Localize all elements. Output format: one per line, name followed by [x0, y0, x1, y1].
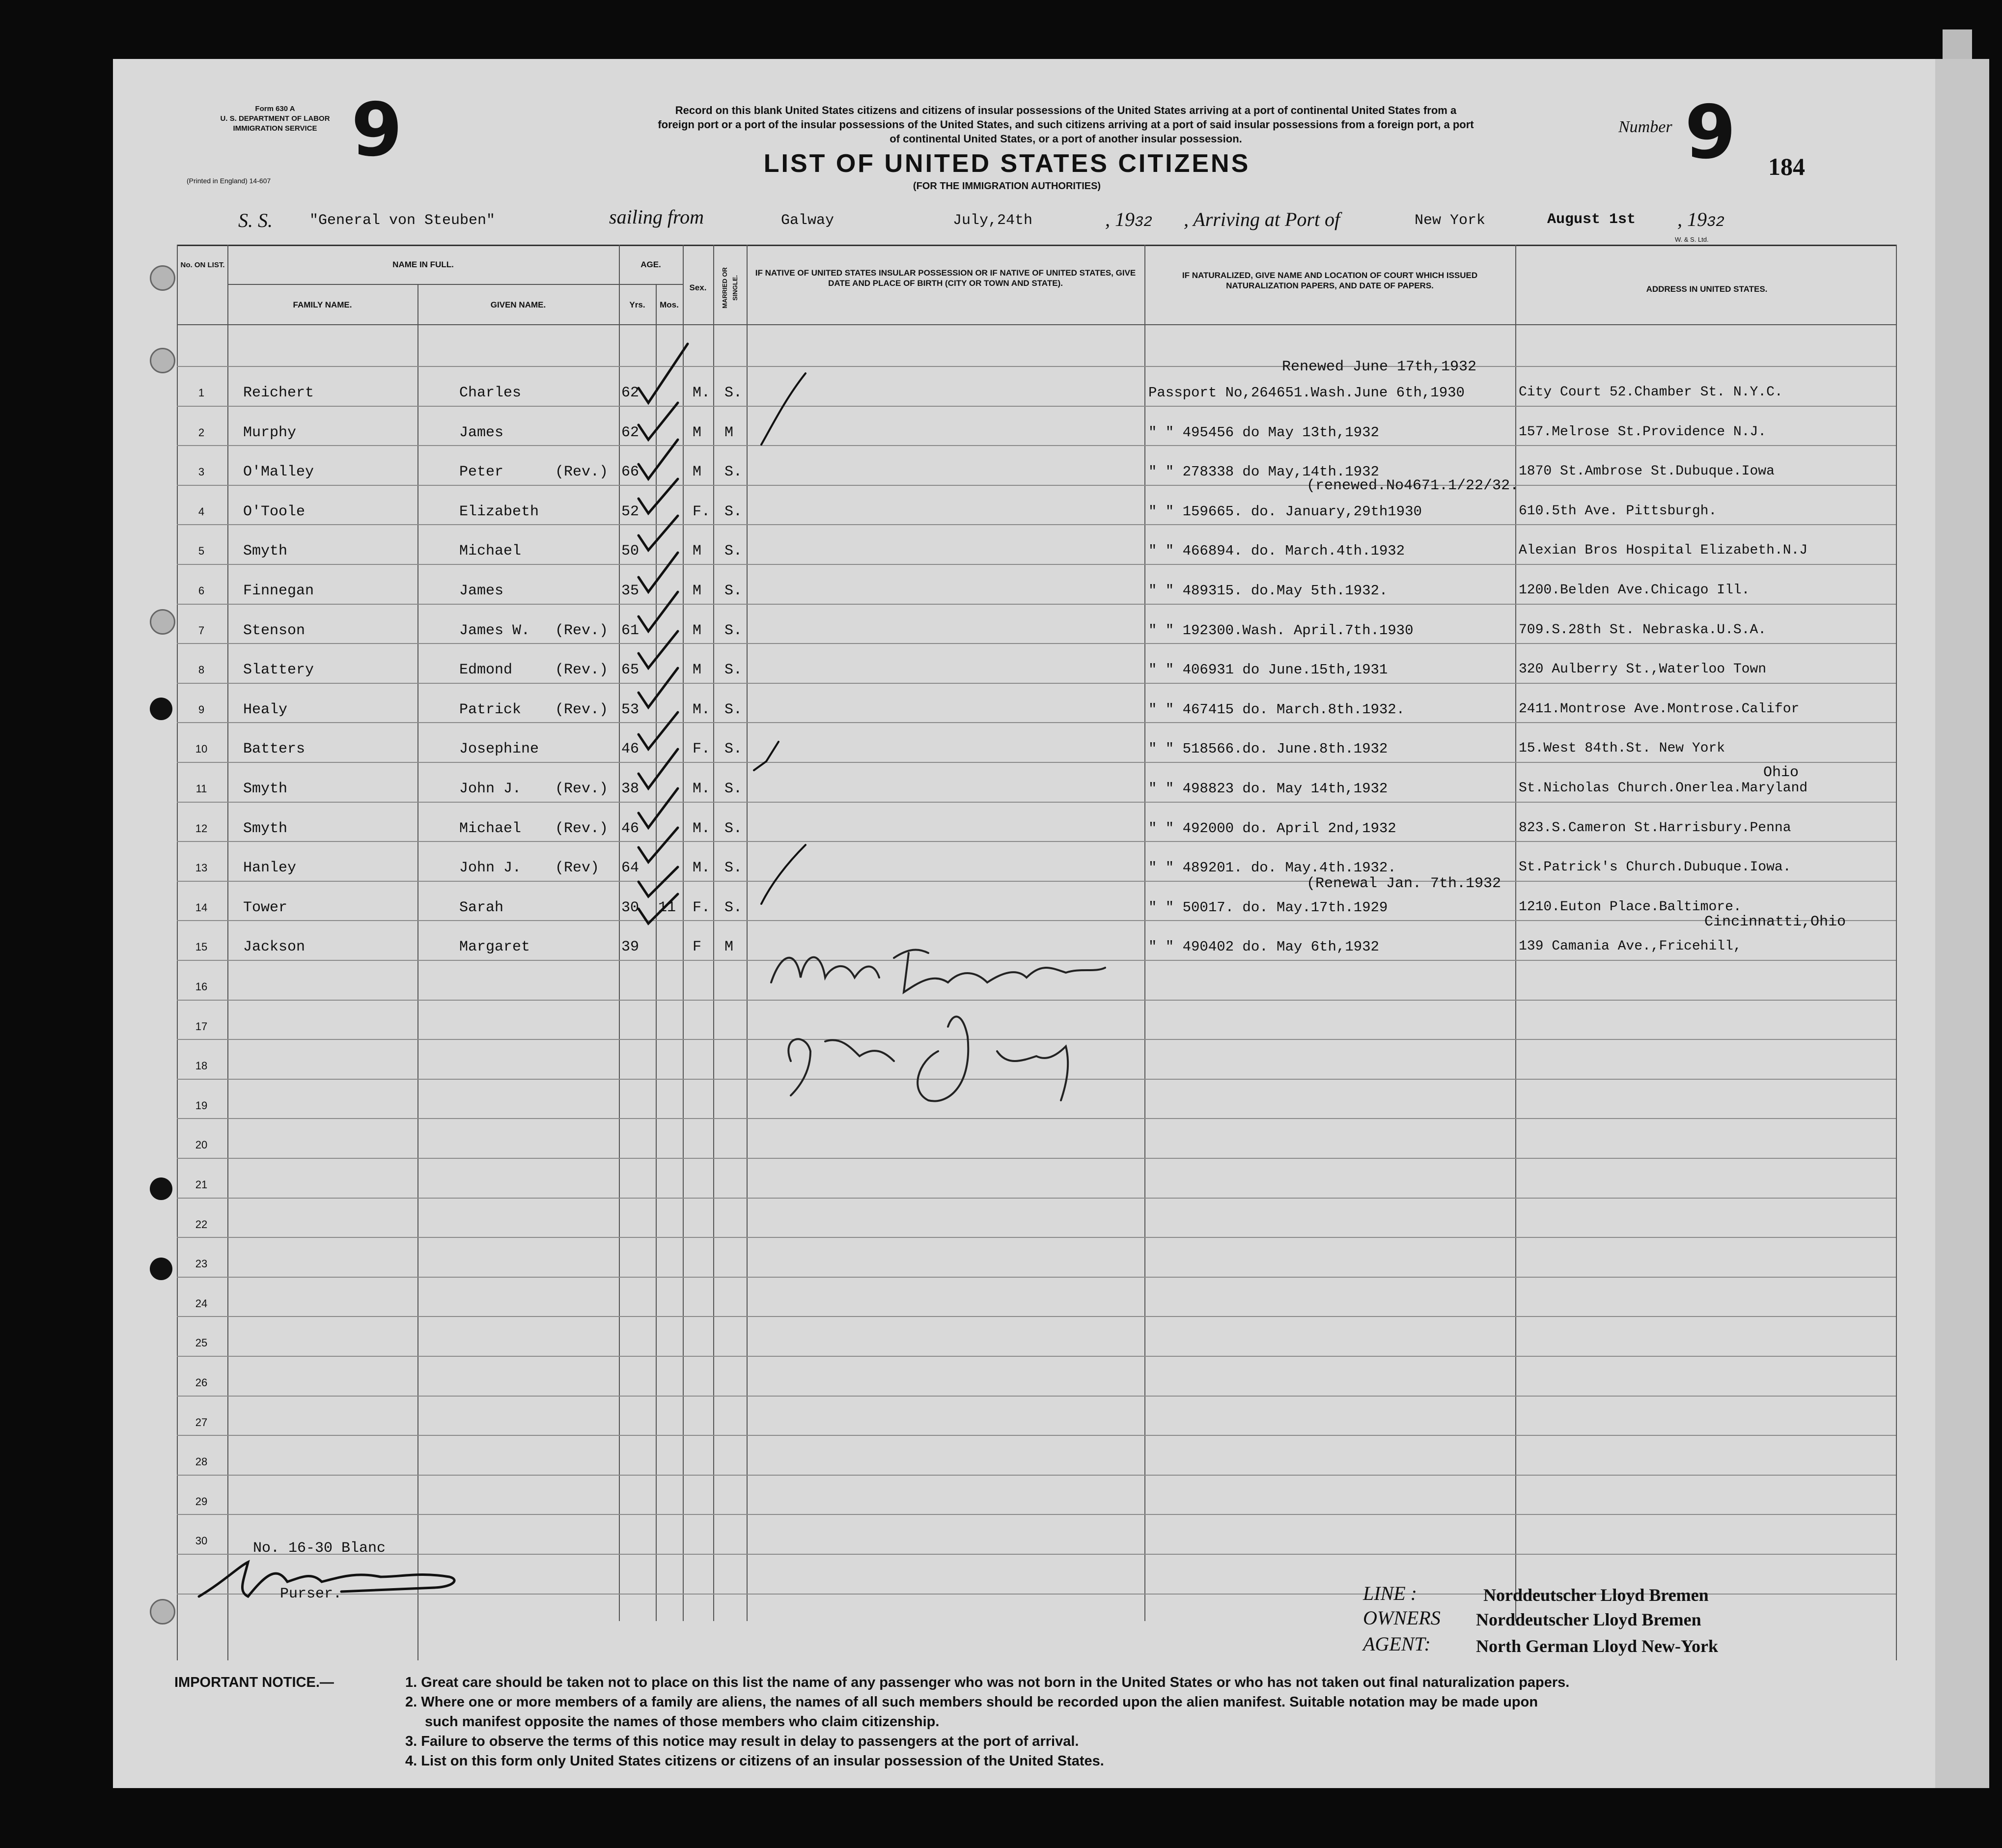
passport-info: " " 159665. do. January,29th1930: [1148, 504, 1422, 520]
departure-port: Galway: [781, 212, 834, 229]
row-number: 6: [198, 585, 205, 597]
age-years: 53: [621, 701, 640, 718]
sex: M: [693, 543, 702, 560]
age-years: 46: [621, 741, 640, 757]
row-number: 19: [195, 1099, 208, 1112]
year-prefix: [1105, 208, 1152, 231]
notice-item: 3. Failure to observe the terms of this notice may result in delay to passengers at the port of arrival.: [405, 1734, 1079, 1749]
col-given-name: GIVEN NAME.: [490, 300, 546, 309]
sex: M.: [693, 860, 711, 876]
age-years: 39: [621, 939, 640, 955]
us-address: 610.5th Ave. Pittsburgh.: [1519, 504, 1717, 519]
row-rule: [177, 1356, 1896, 1357]
table-top-border: [177, 245, 1896, 246]
family-name: Slattery: [243, 662, 314, 678]
col-divider: [619, 245, 620, 1621]
family-name: Smyth: [243, 781, 288, 797]
binder-hole: [150, 265, 175, 291]
row-number: 30: [195, 1535, 208, 1547]
row-number: 12: [195, 822, 208, 835]
row-rule: [177, 1237, 1896, 1238]
us-address: 1210.Euton Place.Baltimore.: [1519, 899, 1742, 915]
form-id: [201, 104, 349, 134]
table-border-left: [177, 245, 178, 1660]
passport-info: " " 467415 do. March.8th.1932.: [1148, 701, 1405, 718]
row-rule: [177, 1277, 1896, 1278]
marital-status: S.: [724, 543, 743, 560]
marital-status: S.: [724, 464, 743, 480]
row-rule: [177, 722, 1896, 723]
age-years: 61: [621, 622, 640, 639]
sex: F.: [693, 899, 711, 916]
line-label: LINE :: [1363, 1582, 1417, 1604]
col-name-in-full: NAME IN FULL.: [392, 260, 454, 269]
us-address: 157.Melrose St.Providence N.J.: [1519, 424, 1767, 440]
row-rule: [177, 1435, 1896, 1436]
col-years: Yrs.: [629, 300, 645, 309]
row-number: 21: [195, 1178, 208, 1191]
binder-hole: [150, 698, 172, 720]
row-rule: [177, 643, 1896, 644]
given-name: Patrick: [459, 701, 522, 718]
native-column-ticks: [751, 339, 914, 978]
passport-info: " " 406931 do June.15th,1931: [1148, 662, 1388, 678]
row-rule: [177, 683, 1896, 684]
age-years: 38: [621, 781, 640, 797]
passport-info: " " 518566.do. June.8th.1932: [1148, 741, 1388, 757]
age-years: 64: [621, 860, 640, 876]
age-years: 66: [621, 464, 640, 480]
passport-info: " " 466894. do. March.4th.1932: [1148, 543, 1405, 559]
clerical-title: (Rev.): [555, 701, 609, 718]
marital-status: S.: [724, 662, 743, 678]
us-address: 2411.Montrose Ave.Montrose.Califor: [1519, 701, 1800, 717]
notice-item: 2. Where one or more members of a family are aliens, the names of all such members should be recorded upon the alien manifest. Suitable notation may be made upon: [405, 1694, 1538, 1710]
given-name: Sarah: [459, 899, 504, 916]
col-divider: [417, 284, 418, 1660]
passport-info: " " 489315. do.May 5th.1932.: [1148, 583, 1388, 599]
row-number: 28: [195, 1456, 208, 1468]
given-name: Michael: [459, 543, 522, 560]
notice-label: IMPORTANT NOTICE.—: [174, 1675, 334, 1690]
sex: M: [693, 464, 702, 480]
binder-hole: [150, 609, 175, 635]
owners-label: OWNERS: [1363, 1607, 1441, 1629]
given-name: James: [459, 583, 504, 599]
row-number: 25: [195, 1337, 208, 1349]
family-name: Smyth: [243, 543, 288, 560]
age-years: 65: [621, 662, 640, 678]
list-number: 9: [1685, 90, 1736, 175]
age-subheader-line: [619, 284, 683, 285]
arriving-label: , Arriving at Port of: [1184, 208, 1340, 230]
row-rule: [177, 1514, 1896, 1515]
age-months: 11: [658, 899, 676, 916]
marital-status: S.: [724, 701, 743, 718]
record-note-line: of continental United States, or a port of another insular possession.: [890, 133, 1242, 145]
row-number: 7: [198, 624, 205, 637]
age-years: 52: [621, 504, 640, 520]
row-rule: [177, 1158, 1896, 1159]
row-number: 9: [198, 703, 205, 716]
row-number: 23: [195, 1258, 208, 1270]
arrival-year: 32: [1707, 214, 1725, 231]
arrival-date: August 1st: [1547, 211, 1636, 228]
notice-item: 1. Great care should be taken not to place on this list the name of any passenger who was not born in the United States or who has not taken out final naturalization papers.: [405, 1675, 1570, 1690]
passport-info: " " 490402 do. May 6th,1932: [1148, 939, 1379, 955]
row-number: 2: [198, 426, 205, 439]
table-border-right: [1896, 245, 1897, 1660]
family-name: Batters: [243, 741, 306, 757]
row-rule: [177, 366, 1896, 367]
row-rule: [177, 1396, 1896, 1397]
passport-info: Passport No,264651.Wash.June 6th,1930: [1148, 385, 1465, 401]
number-label: Number: [1618, 118, 1672, 136]
family-name: Jackson: [243, 939, 306, 955]
binder-hole: [150, 348, 175, 373]
sailing-from-label: sailing from: [609, 206, 704, 228]
age-years: 46: [621, 820, 640, 837]
departure-date: July,24th: [953, 212, 1033, 229]
row-number: 17: [195, 1020, 208, 1033]
year-prefix-text: , 19: [1677, 208, 1707, 230]
row-rule: [177, 881, 1896, 882]
row-number: 27: [195, 1416, 208, 1428]
passport-info: " " 278338 do May,14th.1932: [1148, 464, 1379, 480]
row-number: 22: [195, 1218, 208, 1231]
us-address: 1200.Belden Ave.Chicago Ill.: [1519, 583, 1750, 598]
notice-item: such manifest opposite the names of those members who claim citizenship.: [425, 1714, 940, 1730]
renewal-tower-note: (Renewal Jan. 7th.1932: [1307, 875, 1502, 892]
page-edge-strip: [1935, 59, 1989, 1788]
ohio-note: Ohio: [1763, 764, 1799, 781]
row-number: 24: [195, 1297, 208, 1310]
row-rule: [177, 524, 1896, 525]
sex: M.: [693, 385, 711, 401]
us-address: 709.S.28th St. Nebraska.U.S.A.: [1519, 622, 1767, 638]
row-rule: [177, 841, 1896, 842]
age-years: 62: [621, 424, 640, 441]
passport-info: " " 495456 do May 13th,1932: [1148, 424, 1379, 441]
us-address: St.Patrick's Church.Dubuque.Iowa.: [1519, 860, 1791, 875]
year-prefix-2: [1677, 208, 1724, 231]
us-address: 139 Camania Ave.,Fricehill,: [1519, 939, 1742, 954]
row-number: 13: [195, 862, 208, 874]
page-subtitle: (FOR THE IMMIGRATION AUTHORITIES): [913, 181, 1101, 192]
sex: M.: [693, 701, 711, 718]
binder-hole: [150, 1177, 172, 1200]
row-number: 10: [195, 743, 208, 755]
us-address: 320 Aulberry St.,Waterloo Town: [1519, 662, 1767, 677]
row-rule: [177, 762, 1896, 763]
row-rule: [177, 564, 1896, 565]
row-number: 15: [195, 941, 208, 953]
row-rule: [177, 802, 1896, 803]
row-number: 26: [195, 1376, 208, 1389]
row-rule: [177, 485, 1896, 486]
given-name: James: [459, 424, 504, 441]
sex: M: [693, 583, 702, 599]
given-name: John J.: [459, 860, 522, 876]
handwritten-annotation: [761, 938, 1135, 1145]
col-sex: Sex.: [689, 283, 707, 292]
us-address: 823.S.Cameron St.Harrisbury.Penna: [1519, 820, 1791, 836]
name-subheader-line: [227, 284, 619, 285]
clerical-title: (Rev.): [555, 820, 609, 837]
row-rule: [177, 1198, 1896, 1199]
passport-info: " " 498823 do. May 14th,1932: [1148, 781, 1388, 797]
sex: M.: [693, 781, 711, 797]
form-service: IMMIGRATION SERVICE: [233, 124, 317, 133]
clerical-title: (Rev): [555, 860, 600, 876]
family-name: Reichert: [243, 385, 314, 401]
col-address: ADDRESS IN UNITED STATES.: [1646, 284, 1768, 294]
family-name: Tower: [243, 899, 288, 916]
col-no: No. ON LIST.: [180, 261, 225, 269]
purser-label: Purser.: [280, 1586, 342, 1602]
row-number: 5: [198, 545, 205, 557]
ship-name: "General von Steuben": [309, 212, 496, 229]
age-years: 35: [621, 583, 640, 599]
ss-label: S. S.: [238, 209, 273, 231]
row-number: 14: [195, 901, 208, 914]
page-title: LIST OF UNITED STATES CITIZENS: [763, 149, 1251, 178]
family-name: Stenson: [243, 622, 306, 639]
given-name: James W.: [459, 622, 530, 639]
age-years: 50: [621, 543, 640, 560]
marital-status: S.: [724, 385, 743, 401]
manifest-page: [113, 59, 1935, 1788]
marital-status: S.: [724, 781, 743, 797]
agent-label: AGENT:: [1363, 1633, 1431, 1655]
us-address: St.Nicholas Church.Onerlea.Maryland: [1519, 781, 1808, 796]
row-rule: [177, 604, 1896, 605]
given-name: Edmond: [459, 662, 513, 678]
row-rule: [177, 445, 1896, 446]
us-address: Alexian Bros Hospital Elizabeth.N.J: [1519, 543, 1808, 558]
marital-status: S.: [724, 820, 743, 837]
col-married-single: MARRIED OR SINGLE.: [721, 267, 739, 308]
given-name: John J.: [459, 781, 522, 797]
sex: M: [693, 662, 702, 678]
col-divider: [1144, 245, 1145, 1621]
passport-info: " " 192300.Wash. April.7th.1930: [1148, 622, 1414, 639]
clerical-title: (Rev.): [555, 662, 609, 678]
col-age: AGE.: [640, 260, 661, 269]
record-note-line: Record on this blank United States citizens and citizens of insular possessions of the United States arriving at a port of continental United States from a: [675, 104, 1457, 116]
family-name: Healy: [243, 701, 288, 718]
col-native: IF NATIVE OF UNITED STATES INSULAR POSSESSION OR IF NATIVE OF UNITED STATES, GIVE DATE AND PLACE OF BIRTH (CITY OR TOWN AND STATE).: [755, 268, 1136, 288]
age-years: 30: [621, 899, 640, 916]
sex: M: [693, 424, 702, 441]
marital-status: S.: [724, 622, 743, 639]
family-name: Finnegan: [243, 583, 314, 599]
us-address: 15.West 84th.St. New York: [1519, 741, 1725, 756]
given-name: Charles: [459, 385, 522, 401]
col-family-name: FAMILY NAME.: [293, 300, 352, 309]
form-number: Form 630 A: [255, 105, 295, 113]
line-value: Norddeutscher Lloyd Bremen: [1483, 1585, 1709, 1605]
row-rule: [177, 1475, 1896, 1476]
family-name: Smyth: [243, 820, 288, 837]
row-rule: [177, 406, 1896, 407]
page-number: 184: [1768, 153, 1805, 180]
page-edge-tab: [1943, 29, 1972, 59]
marital-status: S.: [724, 504, 743, 520]
renewed-otoole-note: (renewed.No4671.1/22/32.: [1307, 477, 1519, 494]
family-name: Hanley: [243, 860, 297, 876]
owners-value: Norddeutscher Lloyd Bremen: [1476, 1610, 1701, 1629]
marital-status: M: [724, 424, 734, 441]
left-list-number: 9: [351, 87, 403, 173]
row-number: 20: [195, 1139, 208, 1151]
row-rule: [177, 1316, 1896, 1317]
marital-status: S.: [724, 583, 743, 599]
agent-value: North German Lloyd New-York: [1476, 1636, 1718, 1656]
departure-year: 32: [1135, 214, 1153, 231]
sex: M.: [693, 820, 711, 837]
given-name: Margaret: [459, 939, 530, 955]
given-name: Elizabeth: [459, 504, 539, 520]
col-months: Mos.: [660, 300, 679, 309]
row-number: 8: [198, 664, 205, 676]
us-address: City Court 52.Chamber St. N.Y.C.: [1519, 385, 1783, 400]
blanc-note: No. 16-30 Blanc: [253, 1540, 386, 1557]
marital-status: S.: [724, 741, 743, 757]
us-address: 1870 St.Ambrose St.Dubuque.Iowa: [1519, 464, 1775, 479]
col-divider: [227, 245, 228, 1660]
given-name: Josephine: [459, 741, 539, 757]
record-note: [467, 103, 1665, 146]
passport-info: " " 50017. do. May.17th.1929: [1148, 899, 1388, 916]
marital-status: S.: [724, 899, 743, 916]
given-name: Michael: [459, 820, 522, 837]
clerical-title: (Rev.): [555, 622, 609, 639]
row-number: 1: [198, 387, 205, 399]
passport-info: " " 492000 do. April 2nd,1932: [1148, 820, 1396, 837]
family-name: O'Malley: [243, 464, 314, 480]
passport-info: " " 489201. do. May.4th.1932.: [1148, 860, 1396, 876]
printer-mark: W. & S. Ltd.: [1675, 236, 1709, 243]
marital-status: S.: [724, 860, 743, 876]
marital-status: M: [724, 939, 734, 955]
age-years: 62: [621, 385, 640, 401]
renewed-note: Renewed June 17th,1932: [1282, 359, 1477, 375]
sex: M: [693, 622, 702, 639]
row-number: 18: [195, 1060, 208, 1072]
row-number: 29: [195, 1495, 208, 1508]
clerical-title: (Rev.): [555, 781, 609, 797]
notice-item: 4. List on this form only United States citizens or citizens of an insular possession of the United States.: [405, 1753, 1104, 1769]
form-department: U. S. DEPARTMENT OF LABOR: [220, 114, 330, 123]
sex: F.: [693, 504, 711, 520]
record-note-line: foreign port or a port of the insular possessions of the United States, and such citizens arriving at a port of said insular possessions from a foreign port, a port: [658, 118, 1474, 131]
family-name: Murphy: [243, 424, 297, 441]
row-number: 4: [198, 505, 205, 518]
row-number: 11: [195, 783, 207, 795]
row-number: 16: [195, 980, 208, 993]
arrival-port: New York: [1415, 212, 1486, 229]
printed-note: (Printed in England) 14-607: [187, 177, 271, 185]
sex: F.: [693, 741, 711, 757]
clerical-title: (Rev.): [555, 464, 609, 480]
col-divider: [1515, 245, 1516, 1621]
row-number: 3: [198, 466, 205, 478]
col-naturalized: IF NATURALIZED, GIVE NAME AND LOCATION OF COURT WHICH ISSUED NATURALIZATION PAPERS, AND DATE OF PAPERS.: [1182, 271, 1478, 290]
row-rule: [177, 920, 1896, 921]
notice-list: [405, 1673, 1908, 1771]
given-name: Peter: [459, 464, 504, 480]
cincinnati-note: Cincinnatti,Ohio: [1704, 914, 1846, 930]
binder-hole: [150, 1599, 175, 1624]
sex: F: [693, 939, 702, 955]
header-bottom-border: [177, 324, 1896, 325]
binder-hole: [150, 1258, 172, 1280]
year-prefix-text: , 19: [1105, 208, 1135, 230]
family-name: O'Toole: [243, 504, 306, 520]
